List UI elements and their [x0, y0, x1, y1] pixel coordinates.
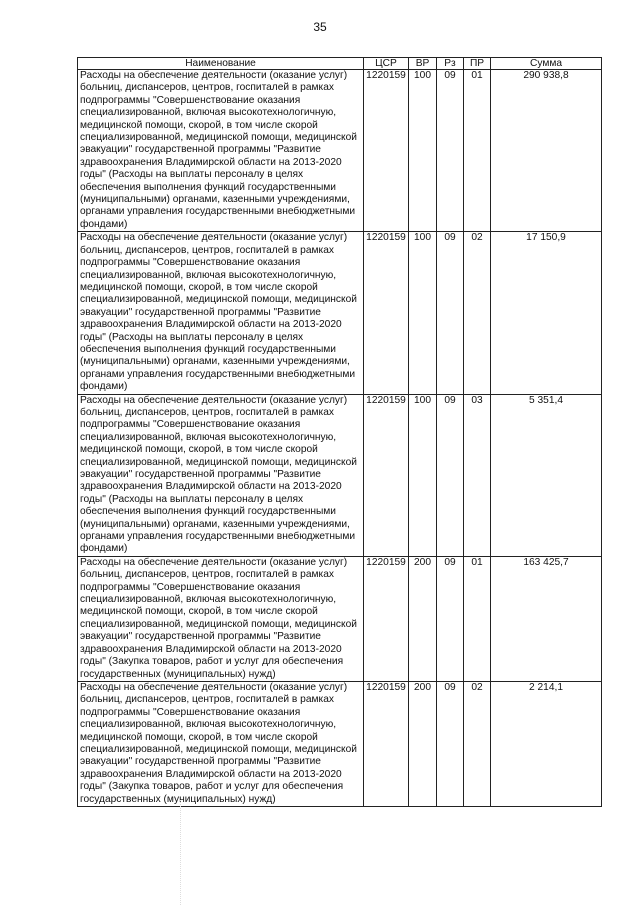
scan-artifact-line [180, 800, 182, 905]
row-rz: 09 [437, 394, 464, 556]
header-pr: ПР [464, 58, 491, 70]
row-name: Расходы на обеспечение деятельности (оказание услуг) больниц, диспансеров, центров, госпиталей в рамках подпрограммы "Совершенствование оказания специализированной, включая высокотехнологичную, медицинской помощи, скорой, в том числе скорой специализированной, медицинской помощи, медицинской эвакуации" государственной программы "Развитие здравоохранения Владимирской области на 2013-2020 годы" (Закупка товаров, работ и услуг для обеспечения государственных (муниципальных) нужд) [78, 681, 364, 806]
page-number: 35 [313, 20, 327, 34]
row-name: Расходы на обеспечение деятельности (оказание услуг) больниц, диспансеров, центров, госпиталей в рамках подпрограммы "Совершенствование оказания специализированной, включая высокотехнологичную, медицинской помощи, скорой, в том числе скорой специализированной, медицинской помощи, медицинской эвакуации" государственной программы "Развитие здравоохранения Владимирской области на 2013-2020 годы" (Расходы на выплаты персоналу в целях обеспечения выполнения функций государственными (муниципальными) органами, казенными учреждениями, органами управления государственными внебюджетными фондами) [78, 70, 364, 232]
row-pr: 01 [464, 70, 491, 232]
row-sum: 5 351,4 [491, 394, 602, 556]
row-csr: 1220159 [364, 232, 409, 394]
row-sum: 163 425,7 [491, 556, 602, 681]
row-pr: 01 [464, 556, 491, 681]
row-pr: 02 [464, 232, 491, 394]
row-sum: 2 214,1 [491, 681, 602, 806]
row-vr: 100 [409, 394, 437, 556]
row-pr: 02 [464, 681, 491, 806]
row-csr: 1220159 [364, 681, 409, 806]
row-vr: 200 [409, 681, 437, 806]
row-rz: 09 [437, 556, 464, 681]
table-header-row [78, 58, 602, 70]
row-sum: 290 938,8 [491, 70, 602, 232]
row-name: Расходы на обеспечение деятельности (оказание услуг) больниц, диспансеров, центров, госпиталей в рамках подпрограммы "Совершенствование оказания специализированной, включая высокотехнологичную, медицинской помощи, скорой, в том числе скорой специализированной, медицинской помощи, медицинской эвакуации" государственной программы "Развитие здравоохранения Владимирской области на 2013-2020 годы" (Закупка товаров, работ и услуг для обеспечения государственных (муниципальных) нужд) [78, 556, 364, 681]
table-row [78, 394, 602, 556]
row-name: Расходы на обеспечение деятельности (оказание услуг) больниц, диспансеров, центров, госпиталей в рамках подпрограммы "Совершенствование оказания специализированной, включая высокотехнологичную, медицинской помощи, скорой, в том числе скорой специализированной, медицинской помощи, медицинской эвакуации" государственной программы "Развитие здравоохранения Владимирской области на 2013-2020 годы" (Расходы на выплаты персоналу в целях обеспечения выполнения функций государственными (муниципальными) органами, казенными учреждениями, органами управления государственными внебюджетными фондами) [78, 394, 364, 556]
table-row [78, 232, 602, 394]
row-rz: 09 [437, 681, 464, 806]
header-name: Наименование [78, 58, 364, 70]
header-sum: Сумма [491, 58, 602, 70]
row-rz: 09 [437, 232, 464, 394]
table-row [78, 70, 602, 232]
row-sum: 17 150,9 [491, 232, 602, 394]
budget-table [77, 57, 602, 807]
row-rz: 09 [437, 70, 464, 232]
row-csr: 1220159 [364, 394, 409, 556]
table-row [78, 681, 602, 806]
row-vr: 200 [409, 556, 437, 681]
row-pr: 03 [464, 394, 491, 556]
row-vr: 100 [409, 232, 437, 394]
row-name: Расходы на обеспечение деятельности (оказание услуг) больниц, диспансеров, центров, госпиталей в рамках подпрограммы "Совершенствование оказания специализированной, включая высокотехнологичную, медицинской помощи, скорой, в том числе скорой специализированной, медицинской помощи, медицинской эвакуации" государственной программы "Развитие здравоохранения Владимирской области на 2013-2020 годы" (Расходы на выплаты персоналу в целях обеспечения выполнения функций государственными (муниципальными) органами, казенными учреждениями, органами управления государственными внебюджетными фондами) [78, 232, 364, 394]
row-csr: 1220159 [364, 70, 409, 232]
row-csr: 1220159 [364, 556, 409, 681]
table-row [78, 556, 602, 681]
header-csr: ЦСР [364, 58, 409, 70]
header-rz: Рз [437, 58, 464, 70]
header-vr: ВР [409, 58, 437, 70]
row-vr: 100 [409, 70, 437, 232]
